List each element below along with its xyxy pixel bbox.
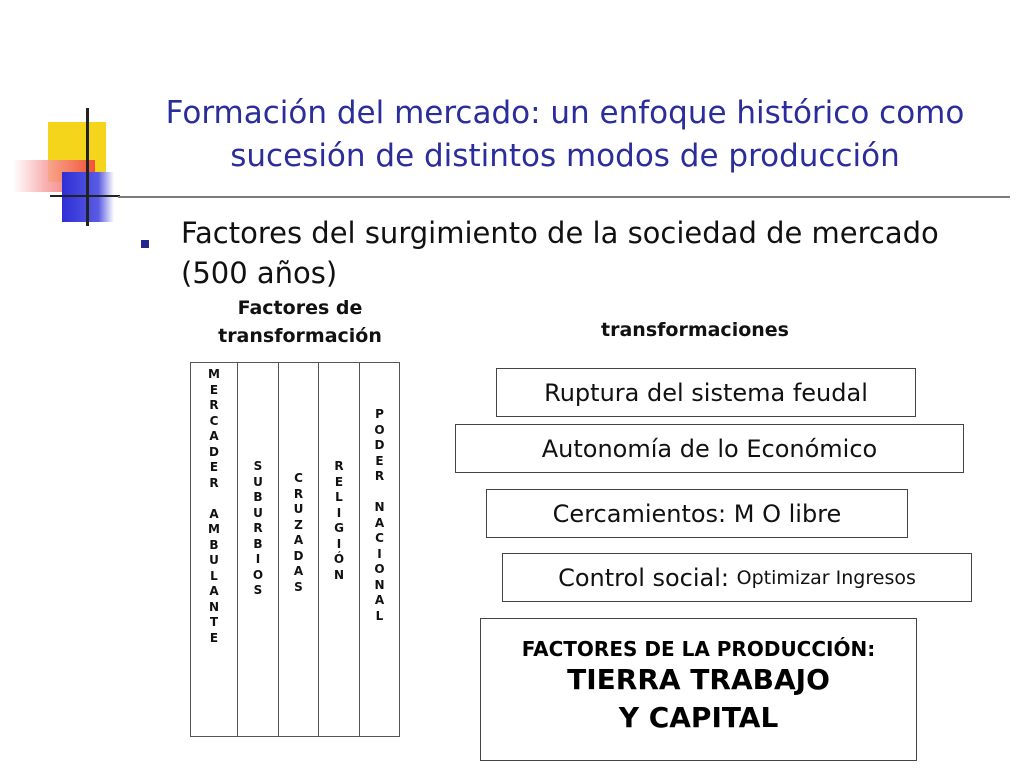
box-control-social xyxy=(502,553,972,602)
box-text: Autonomía de lo Económico xyxy=(541,434,878,463)
decorative-horizontal-line xyxy=(50,195,120,197)
bullet-marker xyxy=(141,240,149,248)
factors-line-2: Y CAPITAL xyxy=(618,701,779,734)
factors-heading: Factores de transformación xyxy=(218,297,382,347)
box-text-main: Control social: xyxy=(558,563,730,592)
box-text: Ruptura del sistema feudal xyxy=(544,378,868,407)
column-religion xyxy=(318,362,360,737)
box-autonomia-economico xyxy=(455,424,964,473)
column-text: C R U Z A D A S xyxy=(293,471,304,594)
column-poder-nacional xyxy=(359,362,400,737)
slide-title: Formación del mercado: un enfoque histórico como sucesión de distintos modos de producción xyxy=(165,95,965,174)
box-text-small: Optimizar Ingresos xyxy=(736,566,916,589)
decorative-vertical-line xyxy=(86,108,89,226)
box-cercamientos xyxy=(486,489,908,538)
transformations-heading: transformaciones xyxy=(601,319,789,341)
bullet-text: Factores del surgimiento de la sociedad de mercado (500 años) xyxy=(181,216,939,290)
column-mercader-ambulante xyxy=(190,362,238,737)
factors-heading-text: FACTORES DE LA PRODUCCIÓN: xyxy=(521,637,876,661)
column-text: P O D E R N A C I O N A L xyxy=(374,407,385,623)
factors-line-1: TIERRA TRABAJO xyxy=(567,663,830,696)
box-text: Cercamientos: M O libre xyxy=(552,499,842,528)
column-cruzadas xyxy=(278,362,319,737)
column-text: S U B U R B I O S xyxy=(252,459,264,597)
column-text: R E L I G I Ó N xyxy=(333,459,345,582)
title-divider xyxy=(118,196,1010,198)
column-text: M E R C A D E R A M B U L A N T E xyxy=(208,367,220,645)
column-suburbios xyxy=(237,362,279,737)
box-ruptura-feudal xyxy=(496,368,916,417)
factors-of-production-box xyxy=(480,618,917,761)
